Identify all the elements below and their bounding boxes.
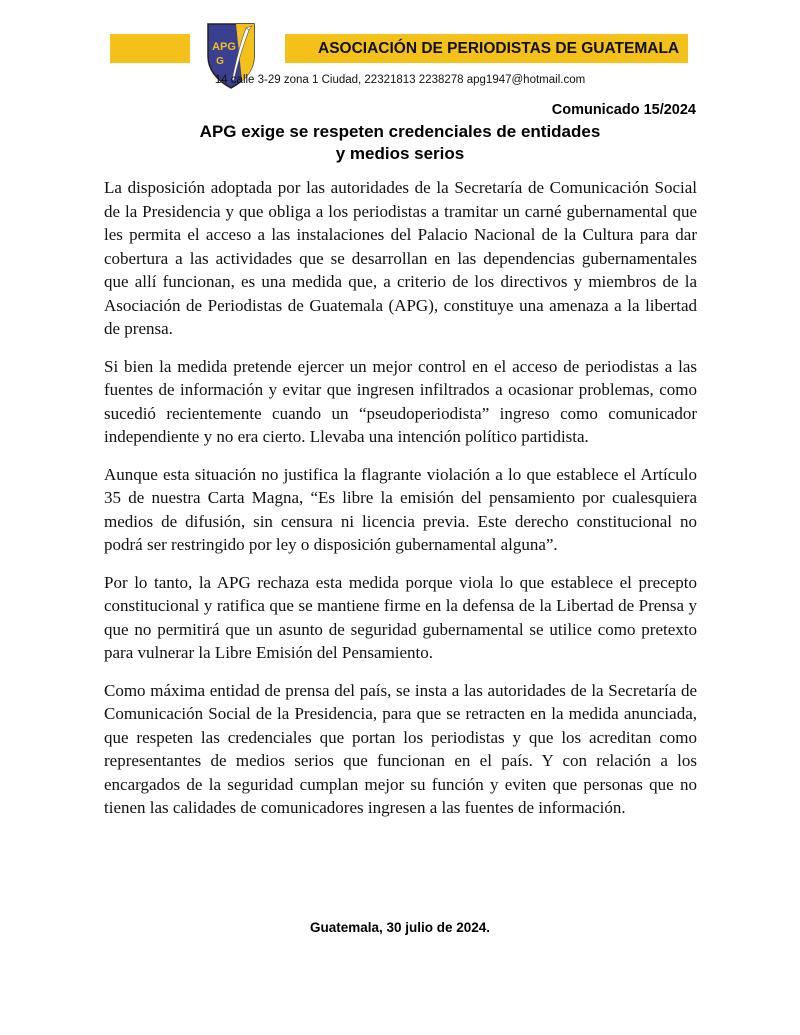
letterhead	[0, 0, 800, 100]
paragraph: Por lo tanto, la APG rechaza esta medida porque viola lo que establece el precepto constitucional y ratifica que se mantiene firme en la defensa de la Libertad de Prensa y que no permitirá que un asunto de seguridad gubernamental se utilice como pretexto para vulnerar la Libre Emisión del Pensamiento.	[104, 572, 697, 662]
document-body	[104, 176, 697, 834]
comunicado-number: Comunicado 15/2024	[551, 102, 696, 118]
organization-name: ASOCIACIÓN DE PERIODISTAS DE GUATEMALA	[318, 40, 680, 57]
document-title-line-2: y medios serios	[335, 144, 465, 163]
svg-text:G: G	[216, 56, 224, 67]
paragraph: La disposición adoptada por las autoridades de la Secretaría de Comunicación Social de la Presidencia y que obliga a los periodistas a tramitar un carné gubernamental que les permita el acceso a las instalaciones del Palacio Nacional de la Cultura para dar cobertura a las actividades que se desarrollan en las dependencias gubernamentales que allí funcionan, es una medida que, a criterio de los directivos y miembros de la Asociación de Periodistas de Guatemala (APG), constituye una amenaza a la libertad de prensa.	[104, 178, 697, 338]
paragraph: Si bien la medida pretende ejercer un mejor control en el acceso de periodistas a las fuentes de información y evitar que ingresen infiltrados a ocasionar problemas, como sucedió recientemente cuando un “pseudoperiodista” ingreso como comunicador independiente y no era cierto. Llevaba una intención político partidista.	[104, 356, 697, 446]
document-title	[0, 121, 800, 165]
letterhead-bar-left	[110, 34, 190, 63]
address-line: 14 calle 3-29 zona 1 Ciudad, 22321813 2238278 apg1947@hotmail.com	[214, 74, 586, 86]
logo-text: APG	[212, 41, 236, 53]
document-title-line-1: APG exige se respeten credenciales de entidades	[199, 122, 601, 141]
paragraph: Aunque esta situación no justifica la flagrante violación a lo que establece el Artículo 35 de nuestra Carta Magna, “Es libre la emisión del pensamiento por cualesquiera medios de difusión, sin censura ni licencia previa. Este derecho constitucional no podrá ser restringido por ley o disposición gubernamental alguna”.	[104, 464, 697, 554]
paragraph: Como máxima entidad de prensa del país, se insta a las autoridades de la Secretaría de Comunicación Social de la Presidencia, para que se retracten en la medida anunciada, que respeten las credenciales que portan los periodistas y que los acreditan como representantes de medios serios que funcionan en el país. Y con relación a los encargados de la seguridad cumplan mejor su función y eviten que personas que no tienen las calidades de comunicadores ingresen a las fuentes de información.	[104, 680, 697, 817]
place-date-footer: Guatemala, 30 julio de 2024.	[309, 920, 491, 935]
